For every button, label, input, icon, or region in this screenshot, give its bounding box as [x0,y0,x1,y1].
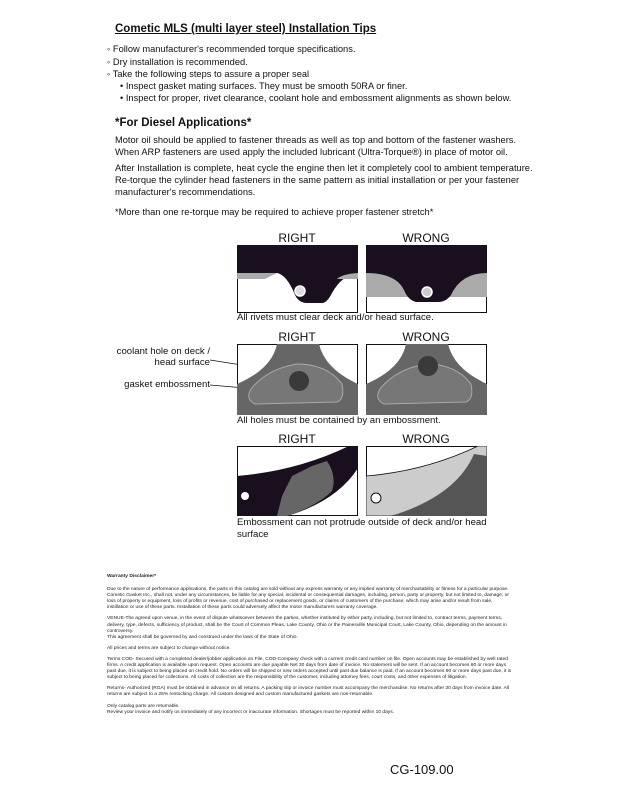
diesel-para-1: Motor oil should be applied to fastener threads as well as top and bottom of the fastener washers. When ARP fasteners are used apply the included lubricant (Ultra-Torque®) in place of motor oil. [115,135,517,158]
warranty-section [107,574,512,721]
wrong-label: WRONG [402,330,450,344]
caption-embossment: Embossment can not protrude outside of deck and/or head surface [237,517,487,540]
bullet-dry: ◦ Dry installation is recommended. [107,57,248,67]
diesel-para-2: After Installation is complete, heat cycle the engine then let it completely cool to ambient temperature. Re-torque the cylinder head fasteners in the same pattern as initial installation or per your fastener manufacturer's recommendations. [115,163,533,198]
embossment-right-diagram [237,446,358,516]
page-code: CG-109.00 [390,762,454,777]
review-invoice: Review your invoice and notify us immediately of any incorrect or inaccurate information. Shortages must be reported within 10 days. [107,709,395,715]
warranty-heading: Warranty Disclaimer* [107,574,157,579]
callout-coolant-hole: coolant hole on deck / head surface [116,346,210,368]
diesel-heading: *For Diesel Applications* [115,117,252,129]
hole-right-diagram [237,344,358,415]
bullet-text: Dry installation is recommended. [112,57,248,67]
rivet-wrong-diagram [366,245,487,313]
bullet-text: Follow manufacturer's recommended torque specifications. [112,44,356,54]
sub-bullet-text: Inspect gasket mating surfaces. They must be smooth 50RA or finer. [125,81,408,91]
diesel-note: *More than one re-torque may be required to achieve proper fastener stretch* [115,207,434,217]
terms-paragraph: Terms COD- Secured with a completed dealer/jobber application on File, COD-Company check with a current credit card number on file. Open accounts may be established by well rated firms. A credit application is available upon request. Open accounts are due payable Net 30 days from date of invoice. No statement will be sent. If an account becomes 60 or more days past due, it is subject to being placed on credit hold. No orders will be shipped or new orders accepted until past due balance is paid. If an account becomes 90 or more days past due, it is subject to being placed for collections. All costs of collection are the responsibility of the customer, including attorney fees, court costs, and other expenses of litigation. [107,656,512,681]
venue-paragraph: VENUE-The agreed upon venue, in the event of dispute whatsoever between the parties, whether instituted by either party, including, but not limited to, contract terms, payment terms, delivery, type, defects, sufficiency of product, shall be the Court of Common Pleas, Lake County, Ohio or the Painesville Municipal Court, Lake County, Ohio, depending on the amount in controversy. [107,616,507,634]
bullet-seal: ◦ Take the following steps to assure a proper seal [107,69,310,79]
sub-bullet-surfaces: • Inspect gasket mating surfaces. They must be smooth 50RA or finer. [120,81,408,91]
right-label: RIGHT [278,432,316,446]
rivet-right-diagram [237,245,358,313]
wrong-label: WRONG [402,432,450,446]
wrong-label: WRONG [402,231,450,245]
governing-law: This agreement shall be governed by and construed under the laws of the State of Ohio. [107,634,298,640]
right-label: RIGHT [278,231,316,245]
caption-holes: All holes must be contained by an embossment. [237,415,441,426]
callout-gasket-embossment: gasket embossment [124,379,210,390]
right-label: RIGHT [278,330,316,344]
hole-wrong-diagram [366,344,487,415]
bullet-text: Take the following steps to assure a proper seal [112,69,310,79]
catalog-returnable: Only catalog parts are returnable. [107,703,180,709]
page-title: Cometic MLS (multi layer steel) Installation Tips [115,23,377,35]
warranty-paragraph: Due to the nature of performance applications, the parts in this catalog are sold without any express warranty or any implied warranty of merchantability or fitness for a particular purpose. Cometic Gasket Inc., shall not, under any circumstances, be liable for any special, incidental or consequential damages, including, person, party or property, but not limited to, damage, or loss of property or equipment, loss of profits or revenue, cost of purchased or replacement goods, or claims of customers of the purchase, which may arise and/or result from sale, instillation or use of these parts. Installation of these parts could adversely affect the motor manufacturers warranty coverage. [107,587,509,611]
returns-paragraph: Returns- Authorized (RGA) must be obtained in advance on all returns. A packing slip or invoice number must accompany the merchandise. No returns after 30 days from invoice date. All returns are subject to a 25% restocking charge. All custom designed and custom manufactured gaskets are non-returnable. [107,686,510,698]
caption-rivets: All rivets must clear deck and/or head surface. [237,312,434,323]
bullet-torque: ◦ Follow manufacturer's recommended torque specifications. [107,44,356,54]
embossment-wrong-diagram [366,446,487,516]
sub-bullet-text: Inspect for proper, rivet clearance, coolant hole and embossment alignments as shown below. [125,93,512,103]
prices-notice: All prices and terms are subject to change without notice. [107,645,231,651]
sub-bullet-alignment: • Inspect for proper, rivet clearance, coolant hole and embossment alignments as shown below. [120,93,512,103]
